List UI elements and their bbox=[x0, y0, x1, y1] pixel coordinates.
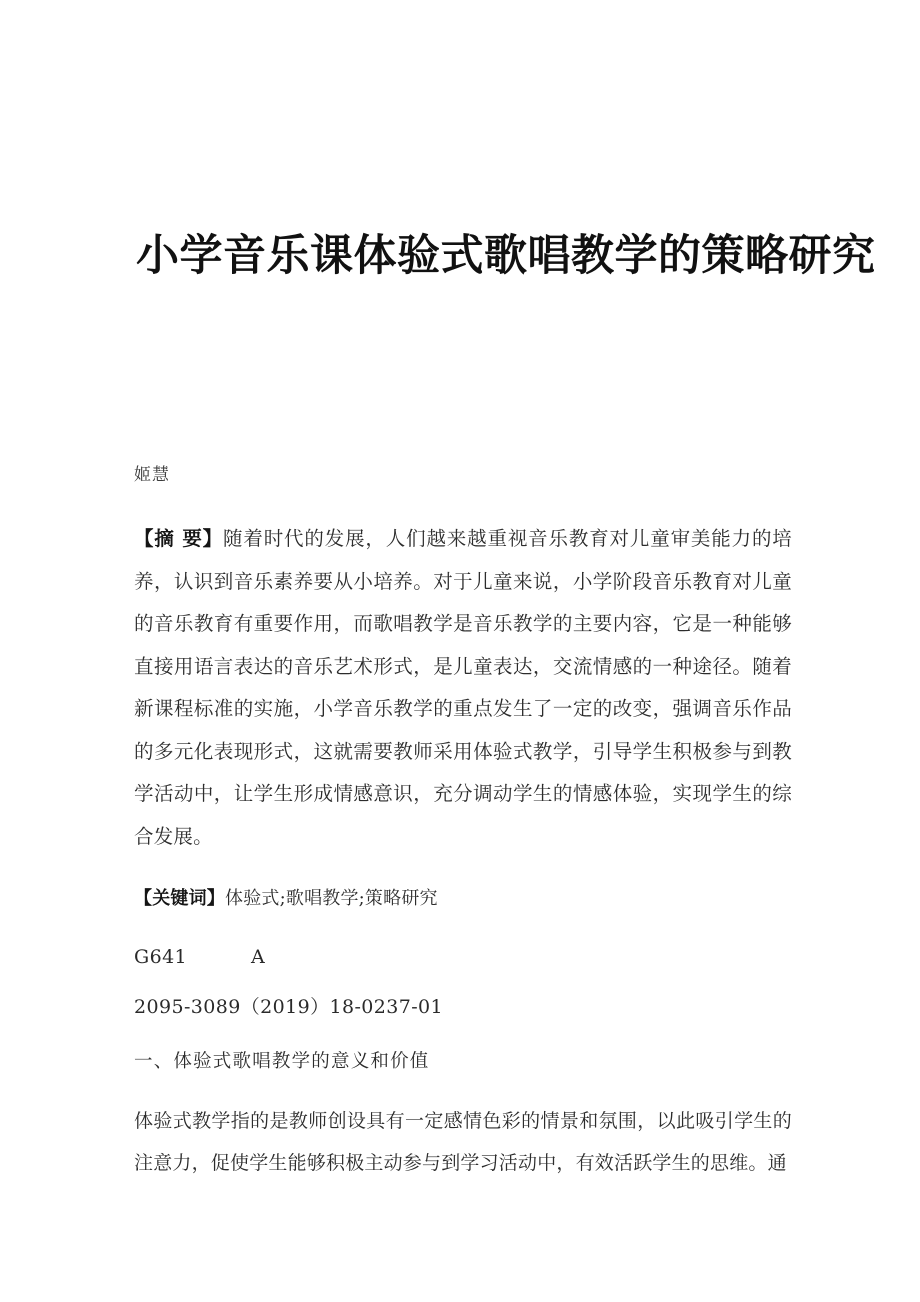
keywords-line bbox=[134, 884, 792, 914]
abstract-paragraph bbox=[134, 518, 792, 858]
classification-code: G641 bbox=[134, 946, 188, 968]
keywords-label: 【关键词】 bbox=[134, 888, 225, 909]
keywords-text: 体验式;歌唱教学;策略研究 bbox=[225, 888, 438, 909]
document-content bbox=[134, 462, 792, 1184]
abstract-text: 随着时代的发展，人们越来越重视音乐教育对儿童审美能力的培养，认识到音乐素养要从小培养。对于儿童来说，小学阶段音乐教育对儿童的音乐教育有重要作用，而歌唱教学是音乐教学的主要内容，它是一种能够直接用语言表达的音乐艺术形式，是儿童表达，交流情感的一种途径。随着新课程标准的实施，小学音乐教学的重点发生了一定的改变，强调音乐作品的多元化表现形式，这就需要教师采用体验式教学，引导学生积极参与到教学活动中，让学生形成情感意识，充分调动学生的情感体验，实现学生的综合发展。 bbox=[134, 527, 792, 848]
document-type-code: A bbox=[251, 946, 266, 968]
author-name: 姬慧 bbox=[134, 465, 170, 485]
section-paragraph-1: 体验式教学指的是教师创设具有一定感情色彩的情景和氛围，以此吸引学生的注意力，促使学生能够积极主动参与到学习活动中，有效活跃学生的思维。通 bbox=[134, 1110, 792, 1174]
article-number: 2095-3089（2019）18-0237-01 bbox=[134, 996, 444, 1018]
page-title: 小学音乐课体验式歌唱教学的策略研究 bbox=[136, 230, 876, 281]
classification-codes-line bbox=[134, 942, 792, 972]
section-heading-1: 一、体验式歌唱教学的意义和价值 bbox=[134, 1051, 430, 1072]
abstract-label: 【摘 要】 bbox=[134, 527, 224, 550]
